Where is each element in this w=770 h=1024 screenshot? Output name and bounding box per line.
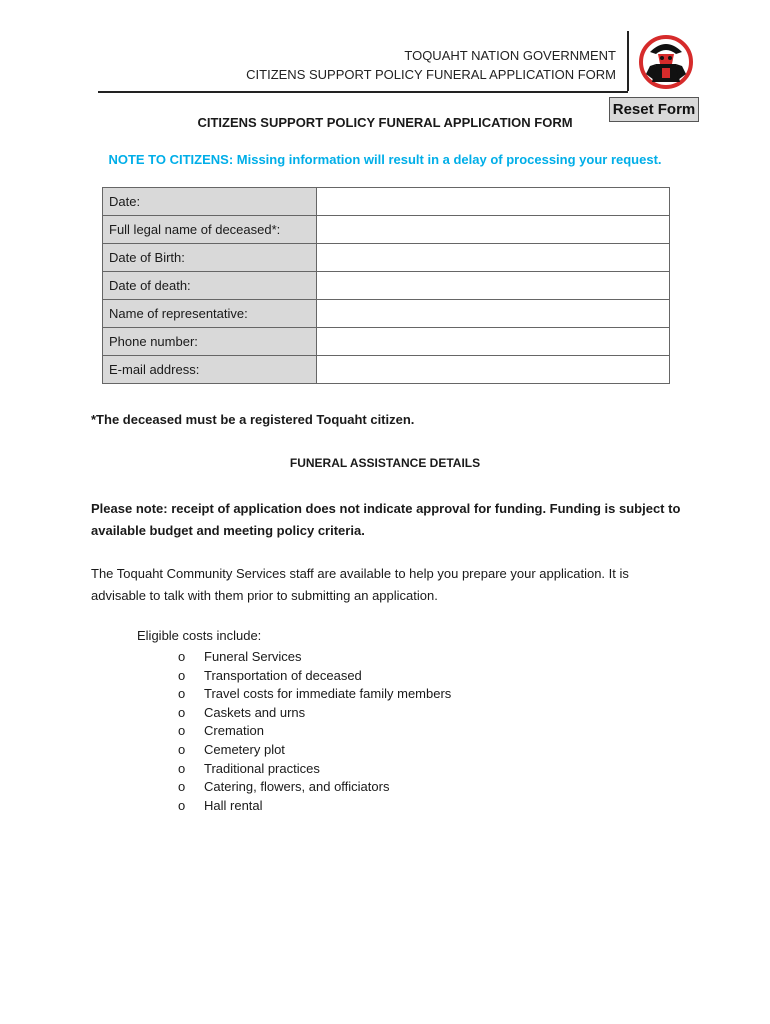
list-item-text: Catering, flowers, and officiators bbox=[204, 779, 390, 795]
list-item bbox=[178, 722, 451, 741]
list-item-text: Caskets and urns bbox=[204, 704, 306, 720]
field-row bbox=[103, 244, 670, 272]
field-row bbox=[103, 300, 670, 328]
field-label: Name of representative: bbox=[103, 300, 317, 328]
list-bullet: o bbox=[178, 797, 186, 813]
field-label: Full legal name of deceased*: bbox=[103, 216, 317, 244]
field-input[interactable] bbox=[317, 216, 670, 244]
list-item bbox=[178, 741, 451, 760]
list-item-text: Hall rental bbox=[204, 797, 263, 813]
list-item bbox=[178, 685, 451, 704]
field-label: Date: bbox=[103, 188, 317, 216]
field-input[interactable] bbox=[317, 356, 670, 384]
list-bullet: o bbox=[178, 649, 186, 664]
field-input[interactable] bbox=[317, 188, 670, 216]
field-label: Date of death: bbox=[103, 272, 317, 300]
list-item-text: Transportation of deceased bbox=[204, 667, 362, 683]
list-item bbox=[178, 760, 451, 779]
header-vertical-divider bbox=[627, 31, 629, 91]
list-item bbox=[178, 667, 451, 686]
field-row bbox=[103, 216, 670, 244]
section-title: FUNERAL ASSISTANCE DETAILS bbox=[289, 456, 481, 470]
applicant-fields-table bbox=[102, 187, 670, 384]
list-item-text: Cemetery plot bbox=[204, 741, 285, 757]
list-bullet: o bbox=[178, 704, 186, 720]
approval-notice: Please note: receipt of application does not indicate approval for funding. Funding is subject to available budget and meeting policy criteria. bbox=[91, 501, 681, 538]
deceased-footnote: *The deceased must be a registered Toquaht citizen. bbox=[91, 412, 415, 427]
list-bullet: o bbox=[178, 667, 186, 683]
list-bullet: o bbox=[178, 723, 186, 739]
list-item-text: Traditional practices bbox=[204, 760, 320, 776]
list-bullet: o bbox=[178, 741, 186, 757]
field-input[interactable] bbox=[317, 300, 670, 328]
field-input[interactable] bbox=[317, 272, 670, 300]
list-bullet: o bbox=[178, 779, 186, 795]
list-item bbox=[178, 648, 451, 667]
list-item bbox=[178, 704, 451, 723]
list-item bbox=[178, 797, 451, 816]
form-title: CITIZENS SUPPORT POLICY FUNERAL APPLICATION FORM bbox=[197, 115, 573, 130]
header-line-1: TOQUAHT NATION GOVERNMENT bbox=[404, 48, 616, 63]
list-bullet: o bbox=[178, 760, 186, 776]
field-row bbox=[103, 356, 670, 384]
eligible-costs-intro: Eligible costs include: bbox=[137, 628, 262, 643]
list-item-text: Funeral Services bbox=[204, 649, 302, 664]
header-divider bbox=[98, 91, 628, 93]
field-label: Date of Birth: bbox=[103, 244, 317, 272]
field-input[interactable] bbox=[317, 328, 670, 356]
field-row bbox=[103, 272, 670, 300]
reset-form-button[interactable]: Reset Form bbox=[609, 97, 699, 122]
staff-help-paragraph: The Toquaht Community Services staff are available to help you prepare your application. It is advisable to talk with them prior to submitting an application. bbox=[91, 566, 629, 603]
field-input[interactable] bbox=[317, 244, 670, 272]
list-bullet: o bbox=[178, 686, 186, 702]
citizens-note: NOTE TO CITIZENS: Missing information will result in a delay of processing your request. bbox=[108, 152, 662, 167]
document-header bbox=[246, 46, 616, 84]
field-label: E-mail address: bbox=[103, 356, 317, 384]
header-line-2: CITIZENS SUPPORT POLICY FUNERAL APPLICATION FORM bbox=[246, 67, 616, 82]
field-row bbox=[103, 188, 670, 216]
list-item-text: Cremation bbox=[204, 723, 264, 739]
field-row bbox=[103, 328, 670, 356]
field-label: Phone number: bbox=[103, 328, 317, 356]
list-item-text: Travel costs for immediate family members bbox=[204, 686, 452, 702]
eligible-costs-list bbox=[178, 648, 451, 815]
toquaht-nation-logo bbox=[636, 34, 696, 90]
list-item bbox=[178, 778, 451, 797]
